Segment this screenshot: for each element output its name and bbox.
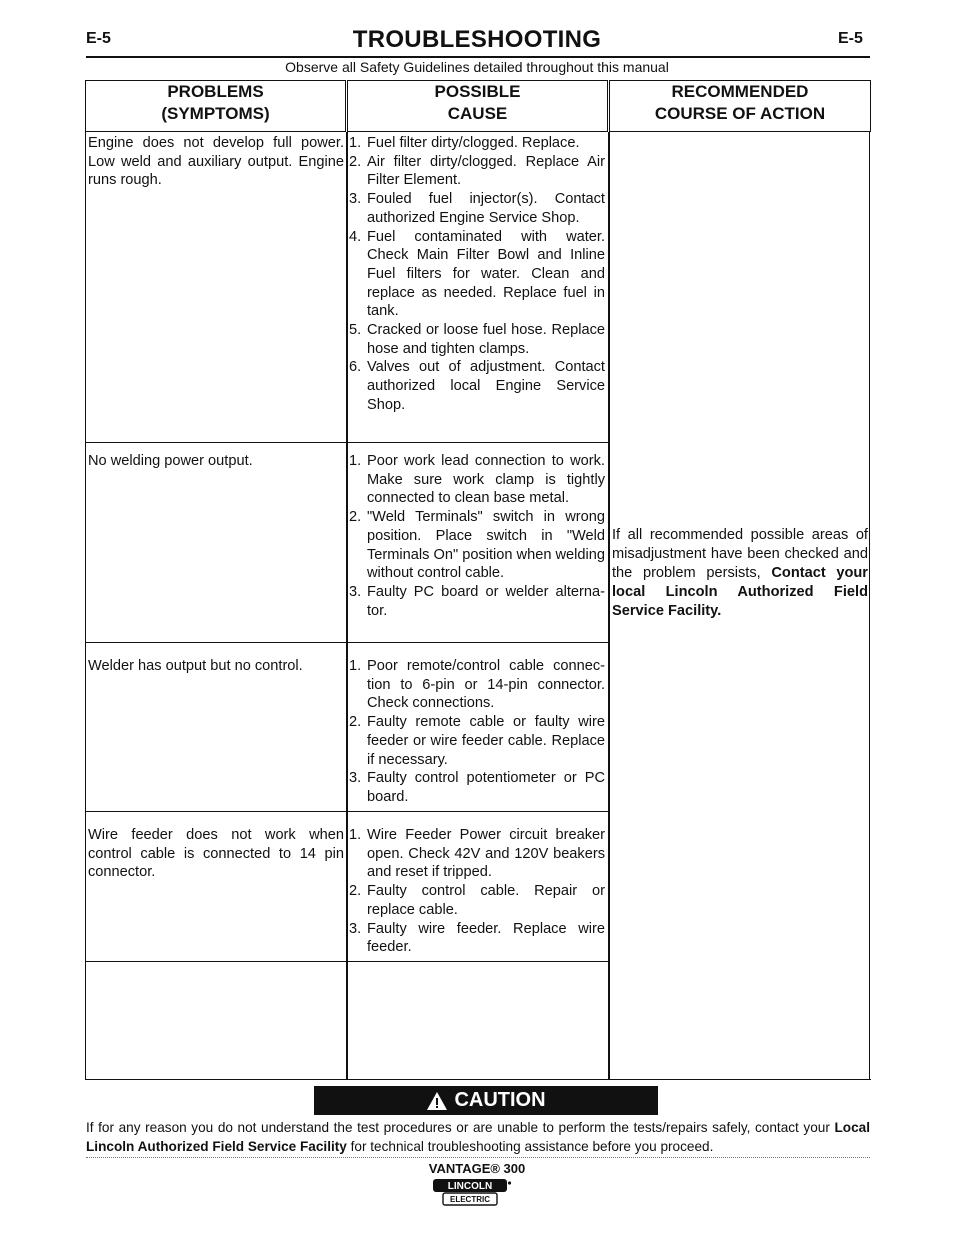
cause-item: 3. Faulty control potentiometer or PC board. <box>349 770 605 805</box>
cause-list <box>349 657 605 807</box>
table-border-left <box>85 132 86 1080</box>
cause-item: 6. Valves out of adjustment. Contact authorized local Engine Service Shop. <box>349 359 605 413</box>
header-problems: PROBLEMS (SYMPTOMS) <box>85 80 346 132</box>
svg-text:ELECTRIC: ELECTRIC <box>450 1195 490 1204</box>
title-rule <box>86 56 870 58</box>
table-border-bottom <box>85 1079 347 1080</box>
problem-text: Engine does not develop full power. Low weld and auxiliary output. Engine runs rough. <box>88 135 344 189</box>
cause-item: 2. Faulty remote cable or faulty wire feeder or wire feeder cable. Replace if necessary. <box>349 714 605 768</box>
problem-text: No welding power output. <box>88 453 253 469</box>
header-cause: POSSIBLE CAUSE <box>347 80 608 132</box>
cause-list <box>349 134 605 415</box>
table-border-bottom-2 <box>347 1079 609 1080</box>
cause-item: 5. Cracked or loose fuel hose. Replace hose and tighten clamps. <box>349 322 605 357</box>
cause-item: 2. Faulty control cable. Repair or replace cable. <box>349 883 605 918</box>
recommended-action: If all recommended possible areas of misadjustment have been checked and the problem persists, Contact your local Lincoln Authorized Field Service Facility. <box>612 527 868 619</box>
table-border-right <box>869 132 870 1080</box>
row-divider <box>85 442 609 443</box>
model-name: VANTAGE® 300 <box>428 1161 526 1176</box>
troubleshooting-table <box>85 80 871 1080</box>
cause-item: 2. "Weld Terminals" switch in wrong position. Place switch in "Weld Terminals On" position when welding without control cable. <box>349 509 605 582</box>
caution-text: If for any reason you do not understand the test procedures or are unable to perform the tests/repairs safely, contact your Local Lincoln Authorized Field Service Facility for technical troubleshooting assistance before you proceed. <box>86 1120 871 1154</box>
safety-subtitle: Observe all Safety Guidelines detailed throughout this manual <box>285 59 669 75</box>
cause-list <box>349 826 605 957</box>
footer-rule <box>86 1157 870 1158</box>
row-divider <box>85 642 609 643</box>
cause-item: 4. Fuel contaminated with water. Check Main Filter Bowl and Inline Fuel filters for water. Clean and replace as needed. Replace fuel in tank. <box>349 228 605 320</box>
table-border-bottom-3 <box>609 1079 871 1080</box>
cause-item: 3. Faulty wire feeder. Replace wire feeder. <box>349 920 605 956</box>
page-code-left: E-5 <box>86 30 111 47</box>
svg-text:LINCOLN: LINCOLN <box>447 1181 493 1192</box>
cause-item: 3. Fouled fuel injector(s). Contact authorized Engine Service Shop. <box>349 191 605 226</box>
row-divider <box>85 811 609 812</box>
problem-text: Welder has output but no control. <box>88 658 303 674</box>
column-divider-2 <box>347 132 348 1080</box>
caution-banner: CAUTION <box>314 1086 658 1115</box>
problem-text: Wire feeder does not work when control cable is connected to 14 pin connector. <box>88 827 344 881</box>
cause-item: 2. Air filter dirty/clogged. Replace Air Filter Element. <box>349 153 605 189</box>
lincoln-electric-logo <box>432 1178 512 1208</box>
page-title: TROUBLESHOOTING <box>352 26 602 53</box>
column-divider-4 <box>609 132 610 1080</box>
cause-item: 1. Fuel filter dirty/clogged. Replace. <box>349 135 580 151</box>
warning-triangle-icon <box>426 1091 448 1111</box>
header-action: RECOMMENDED COURSE OF ACTION <box>609 80 871 132</box>
cause-item: 1. Poor work lead connection to work. Make sure work clamp is tightly connected to clean base metal. <box>349 453 605 507</box>
page-code-right: E-5 <box>838 30 863 47</box>
cause-item: 1. Wire Feeder Power circuit breaker open. Check 42V and 120V beakers and reset if tripped. <box>349 827 605 881</box>
cause-list <box>349 452 605 620</box>
cause-item: 1. Poor remote/control cable connec-tion to 6-pin or 14-pin connector. Check connections. <box>349 658 605 712</box>
row-divider <box>85 961 609 962</box>
cause-item: 3. Faulty PC board or welder alterna-tor. <box>349 583 605 619</box>
